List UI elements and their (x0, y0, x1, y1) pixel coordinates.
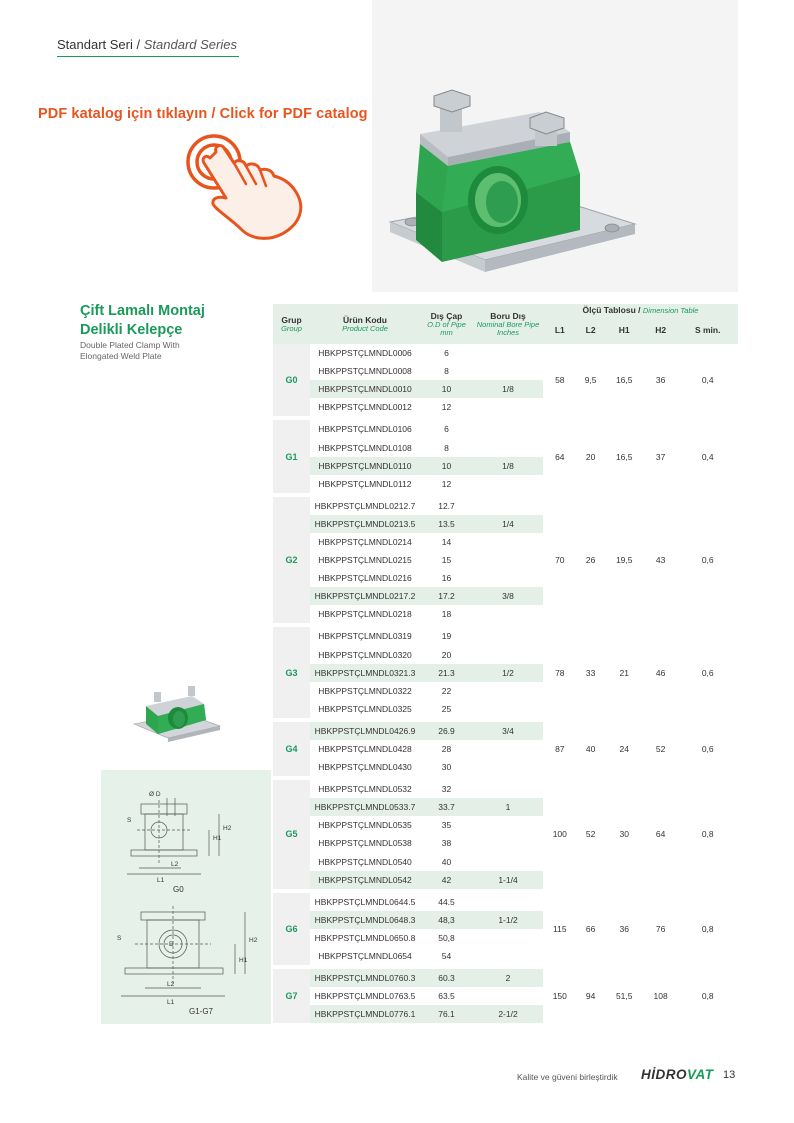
nominal-bore-cell: 1-1/2 (473, 911, 543, 929)
dimension-s-cell: 0,6 (677, 722, 738, 776)
dimension-h2-cell: 64 (644, 780, 678, 889)
product-code-cell: HBKPPSTÇLMNDL0212.7 (310, 497, 420, 515)
nominal-bore-cell (473, 893, 543, 911)
nominal-bore-cell: 1/8 (473, 457, 543, 475)
product-code-cell: HBKPPSTÇLMNDL0110 (310, 457, 420, 475)
drawing-caption-g1g7: G1-G7 (189, 1007, 214, 1016)
product-code-cell: HBKPPSTÇLMNDL0325 (310, 700, 420, 718)
hidrovat-logo: HİDROVAT (641, 1067, 714, 1082)
product-code-cell: HBKPPSTÇLMNDL0538 (310, 834, 420, 852)
product-code-cell: HBKPPSTÇLMNDL0112 (310, 475, 420, 493)
product-code-cell: HBKPPSTÇLMNDL0217.2 (310, 587, 420, 605)
product-code-cell: HBKPPSTÇLMNDL0218 (310, 605, 420, 623)
table-row (273, 893, 738, 911)
nominal-bore-cell: 1-1/4 (473, 871, 543, 889)
table-row (273, 497, 738, 515)
product-code-cell: HBKPPSTÇLMNDL0008 (310, 362, 420, 380)
product-title (80, 302, 270, 340)
drawing-label-h1: H1 (213, 835, 222, 842)
outer-diameter-cell: 30 (420, 758, 473, 776)
outer-diameter-cell: 20 (420, 646, 473, 664)
table-row (273, 627, 738, 645)
table-row (273, 344, 738, 362)
drawing-label-l1-2: L1 (167, 999, 175, 1006)
nominal-bore-cell (473, 816, 543, 834)
col-l1-header: L1 (543, 317, 577, 344)
dimension-l1-cell: 58 (543, 344, 577, 416)
outer-diameter-cell: 15 (420, 551, 473, 569)
nominal-bore-cell (473, 569, 543, 587)
outer-diameter-cell: 22 (420, 682, 473, 700)
outer-diameter-cell: 21.3 (420, 664, 473, 682)
outer-diameter-cell: 16 (420, 569, 473, 587)
drawing-label-s: S (127, 817, 132, 824)
product-code-cell: HBKPPSTÇLMNDL0650.8 (310, 929, 420, 947)
dimension-s-cell: 0,6 (677, 627, 738, 717)
product-code-cell: HBKPPSTÇLMNDL0654 (310, 947, 420, 965)
drawing-label-d: D (169, 941, 174, 948)
table-row (273, 722, 738, 740)
product-code-cell: HBKPPSTÇLMNDL0214 (310, 533, 420, 551)
col-h1-header: H1 (605, 317, 644, 344)
nominal-bore-cell (473, 987, 543, 1005)
group-cell: G5 (273, 780, 310, 889)
nominal-bore-cell (473, 398, 543, 416)
dimension-l1-cell: 87 (543, 722, 577, 776)
dimension-s-cell: 0,8 (677, 780, 738, 889)
group-cell: G6 (273, 893, 310, 965)
dimension-l2-cell: 9,5 (577, 344, 605, 416)
group-cell: G1 (273, 420, 310, 492)
outer-diameter-cell: 13.5 (420, 515, 473, 533)
group-cell: G0 (273, 344, 310, 416)
product-code-cell: HBKPPSTÇLMNDL0430 (310, 758, 420, 776)
dimension-l2-cell: 20 (577, 420, 605, 492)
nominal-bore-cell: 1/4 (473, 515, 543, 533)
product-title-line2: Delikli Kelepçe (80, 322, 183, 338)
dimension-h1-cell: 51,5 (605, 969, 644, 1023)
col-dimension-header: Ölçü Tablosu / Dimension Table (543, 304, 738, 317)
nominal-bore-cell (473, 780, 543, 798)
product-code-cell: HBKPPSTÇLMNDL0426.9 (310, 722, 420, 740)
nominal-bore-cell: 3/8 (473, 587, 543, 605)
product-code-cell: HBKPPSTÇLMNDL0213.5 (310, 515, 420, 533)
product-code-cell: HBKPPSTÇLMNDL0532 (310, 780, 420, 798)
nominal-bore-cell (473, 344, 543, 362)
product-code-cell: HBKPPSTÇLMNDL0215 (310, 551, 420, 569)
hand-pointer-icon[interactable] (178, 126, 308, 256)
series-separator: / (136, 37, 141, 52)
outer-diameter-cell: 63.5 (420, 987, 473, 1005)
technical-drawings (101, 770, 271, 1024)
outer-diameter-cell: 25 (420, 700, 473, 718)
product-code-cell: HBKPPSTÇLMNDL0763.5 (310, 987, 420, 1005)
group-cell: G3 (273, 627, 310, 717)
group-cell: G7 (273, 969, 310, 1023)
dimension-h1-cell: 30 (605, 780, 644, 889)
clamp-product-photo (380, 82, 640, 292)
dimension-s-cell: 0,6 (677, 497, 738, 624)
outer-diameter-cell: 14 (420, 533, 473, 551)
dimension-l1-cell: 70 (543, 497, 577, 624)
dimension-l2-cell: 52 (577, 780, 605, 889)
nominal-bore-cell (473, 740, 543, 758)
nominal-bore-cell: 3/4 (473, 722, 543, 740)
group-cell: G2 (273, 497, 310, 624)
nominal-bore-cell (473, 929, 543, 947)
product-code-cell: HBKPPSTÇLMNDL0644.5 (310, 893, 420, 911)
series-tr: Standart Seri (57, 37, 133, 52)
drawing-label-h2: H2 (223, 825, 232, 832)
series-en: Standard Series (143, 37, 237, 52)
dimension-h2-cell: 43 (644, 497, 678, 624)
outer-diameter-cell: 6 (420, 420, 473, 438)
dimension-l1-cell: 78 (543, 627, 577, 717)
dimension-table (273, 304, 738, 1023)
outer-diameter-cell: 28 (420, 740, 473, 758)
nominal-bore-cell (473, 853, 543, 871)
outer-diameter-cell: 19 (420, 627, 473, 645)
nominal-bore-cell (473, 627, 543, 645)
dimension-h2-cell: 37 (644, 420, 678, 492)
nominal-bore-cell (473, 362, 543, 380)
nominal-bore-cell (473, 497, 543, 515)
dimension-h1-cell: 21 (605, 627, 644, 717)
drawing-label-diameter: Ø D (149, 791, 161, 798)
outer-diameter-cell: 38 (420, 834, 473, 852)
product-code-cell: HBKPPSTÇLMNDL0776.1 (310, 1005, 420, 1023)
pdf-catalog-link[interactable]: PDF katalog için tıklayın / Click for PDF catalog (38, 106, 368, 122)
dimension-l1-cell: 100 (543, 780, 577, 889)
product-code-cell: HBKPPSTÇLMNDL0760.3 (310, 969, 420, 987)
nominal-bore-cell (473, 646, 543, 664)
dimension-l1-cell: 150 (543, 969, 577, 1023)
nominal-bore-cell (473, 475, 543, 493)
outer-diameter-cell: 40 (420, 853, 473, 871)
group-cell: G4 (273, 722, 310, 776)
dimension-h1-cell: 19,5 (605, 497, 644, 624)
table-header-row (273, 304, 738, 317)
dimension-h2-cell: 52 (644, 722, 678, 776)
outer-diameter-cell: 10 (420, 457, 473, 475)
outer-diameter-cell: 42 (420, 871, 473, 889)
product-code-cell: HBKPPSTÇLMNDL0322 (310, 682, 420, 700)
product-code-cell: HBKPPSTÇLMNDL0428 (310, 740, 420, 758)
dimension-l1-cell: 64 (543, 420, 577, 492)
col-l2-header: L2 (577, 317, 605, 344)
footer-slogan: Kalite ve güveni birleştirdik (517, 1072, 618, 1082)
product-code-cell: HBKPPSTÇLMNDL0108 (310, 438, 420, 456)
dimension-h2-cell: 76 (644, 893, 678, 965)
col-group-header: Grup Group (273, 304, 310, 344)
outer-diameter-cell: 76.1 (420, 1005, 473, 1023)
dimension-s-cell: 0,4 (677, 344, 738, 416)
col-bore-header: Boru Dış Nominal Bore Pipe Inches (473, 304, 543, 344)
dimension-l2-cell: 66 (577, 893, 605, 965)
drawing-label-l2: L2 (171, 861, 179, 868)
drawing-label-h2-2: H2 (249, 937, 258, 944)
dimension-l2-cell: 94 (577, 969, 605, 1023)
nominal-bore-cell (473, 834, 543, 852)
outer-diameter-cell: 17.2 (420, 587, 473, 605)
nominal-bore-cell (473, 533, 543, 551)
product-code-cell: HBKPPSTÇLMNDL0540 (310, 853, 420, 871)
dimension-h1-cell: 16,5 (605, 344, 644, 416)
dimension-l2-cell: 26 (577, 497, 605, 624)
outer-diameter-cell: 12 (420, 475, 473, 493)
outer-diameter-cell: 26.9 (420, 722, 473, 740)
page-header (57, 37, 237, 52)
nominal-bore-cell (473, 758, 543, 776)
product-code-cell: HBKPPSTÇLMNDL0533.7 (310, 798, 420, 816)
outer-diameter-cell: 32 (420, 780, 473, 798)
product-subtitle-line1: Double Plated Clamp With (80, 340, 180, 350)
product-title-line1: Çift Lamalı Montaj (80, 303, 205, 319)
table-row (273, 420, 738, 438)
nominal-bore-cell (473, 605, 543, 623)
outer-diameter-cell: 44.5 (420, 893, 473, 911)
outer-diameter-cell: 12 (420, 398, 473, 416)
dimension-s-cell: 0,8 (677, 893, 738, 965)
drawing-label-h1-2: H1 (239, 957, 248, 964)
nominal-bore-cell (473, 420, 543, 438)
nominal-bore-cell (473, 700, 543, 718)
outer-diameter-cell: 10 (420, 380, 473, 398)
dimension-h1-cell: 24 (605, 722, 644, 776)
technical-drawing-panel (101, 770, 271, 1024)
outer-diameter-cell: 18 (420, 605, 473, 623)
product-subtitle (80, 340, 270, 362)
dimension-s-cell: 0,4 (677, 420, 738, 492)
product-code-cell: HBKPPSTÇLMNDL0648.3 (310, 911, 420, 929)
dimension-h1-cell: 16,5 (605, 420, 644, 492)
outer-diameter-cell: 6 (420, 344, 473, 362)
product-code-cell: HBKPPSTÇLMNDL0542 (310, 871, 420, 889)
product-code-cell: HBKPPSTÇLMNDL0010 (310, 380, 420, 398)
product-code-cell: HBKPPSTÇLMNDL0319 (310, 627, 420, 645)
table-row (273, 969, 738, 987)
page-number: 13 (723, 1069, 736, 1081)
table-body (273, 344, 738, 1023)
drawing-label-l2-2: L2 (167, 981, 175, 988)
product-code-cell: HBKPPSTÇLMNDL0320 (310, 646, 420, 664)
header-divider (57, 56, 239, 57)
product-code-cell: HBKPPSTÇLMNDL0321.3 (310, 664, 420, 682)
outer-diameter-cell: 12.7 (420, 497, 473, 515)
outer-diameter-cell: 48,3 (420, 911, 473, 929)
dimension-s-cell: 0,8 (677, 969, 738, 1023)
nominal-bore-cell: 1/8 (473, 380, 543, 398)
nominal-bore-cell (473, 438, 543, 456)
col-s-header: S min. (677, 317, 738, 344)
outer-diameter-cell: 8 (420, 438, 473, 456)
outer-diameter-cell: 35 (420, 816, 473, 834)
nominal-bore-cell (473, 947, 543, 965)
col-code-header: Ürün Kodu Product Code (310, 304, 420, 344)
dimension-l2-cell: 33 (577, 627, 605, 717)
col-h2-header: H2 (644, 317, 678, 344)
dimension-h2-cell: 108 (644, 969, 678, 1023)
nominal-bore-cell: 2-1/2 (473, 1005, 543, 1023)
drawing-label-l1: L1 (157, 877, 165, 884)
table-row (273, 780, 738, 798)
nominal-bore-cell: 1 (473, 798, 543, 816)
nominal-bore-cell (473, 682, 543, 700)
dimension-l1-cell: 115 (543, 893, 577, 965)
outer-diameter-cell: 33.7 (420, 798, 473, 816)
dimension-h2-cell: 46 (644, 627, 678, 717)
clamp-thumbnail (130, 680, 222, 750)
product-code-cell: HBKPPSTÇLMNDL0106 (310, 420, 420, 438)
nominal-bore-cell: 1/2 (473, 664, 543, 682)
outer-diameter-cell: 60.3 (420, 969, 473, 987)
product-code-cell: HBKPPSTÇLMNDL0216 (310, 569, 420, 587)
outer-diameter-cell: 54 (420, 947, 473, 965)
product-code-cell: HBKPPSTÇLMNDL0006 (310, 344, 420, 362)
outer-diameter-cell: 8 (420, 362, 473, 380)
drawing-label-s2: S (117, 935, 122, 942)
dimension-h1-cell: 36 (605, 893, 644, 965)
nominal-bore-cell: 2 (473, 969, 543, 987)
nominal-bore-cell (473, 551, 543, 569)
col-od-header: Dış Çap O.D of Pipe mm (420, 304, 473, 344)
dimension-l2-cell: 40 (577, 722, 605, 776)
product-subtitle-line2: Elongated Weld Plate (80, 351, 162, 361)
outer-diameter-cell: 50,8 (420, 929, 473, 947)
drawing-caption-g0: G0 (173, 885, 184, 894)
product-code-cell: HBKPPSTÇLMNDL0535 (310, 816, 420, 834)
product-code-cell: HBKPPSTÇLMNDL0012 (310, 398, 420, 416)
dimension-h2-cell: 36 (644, 344, 678, 416)
